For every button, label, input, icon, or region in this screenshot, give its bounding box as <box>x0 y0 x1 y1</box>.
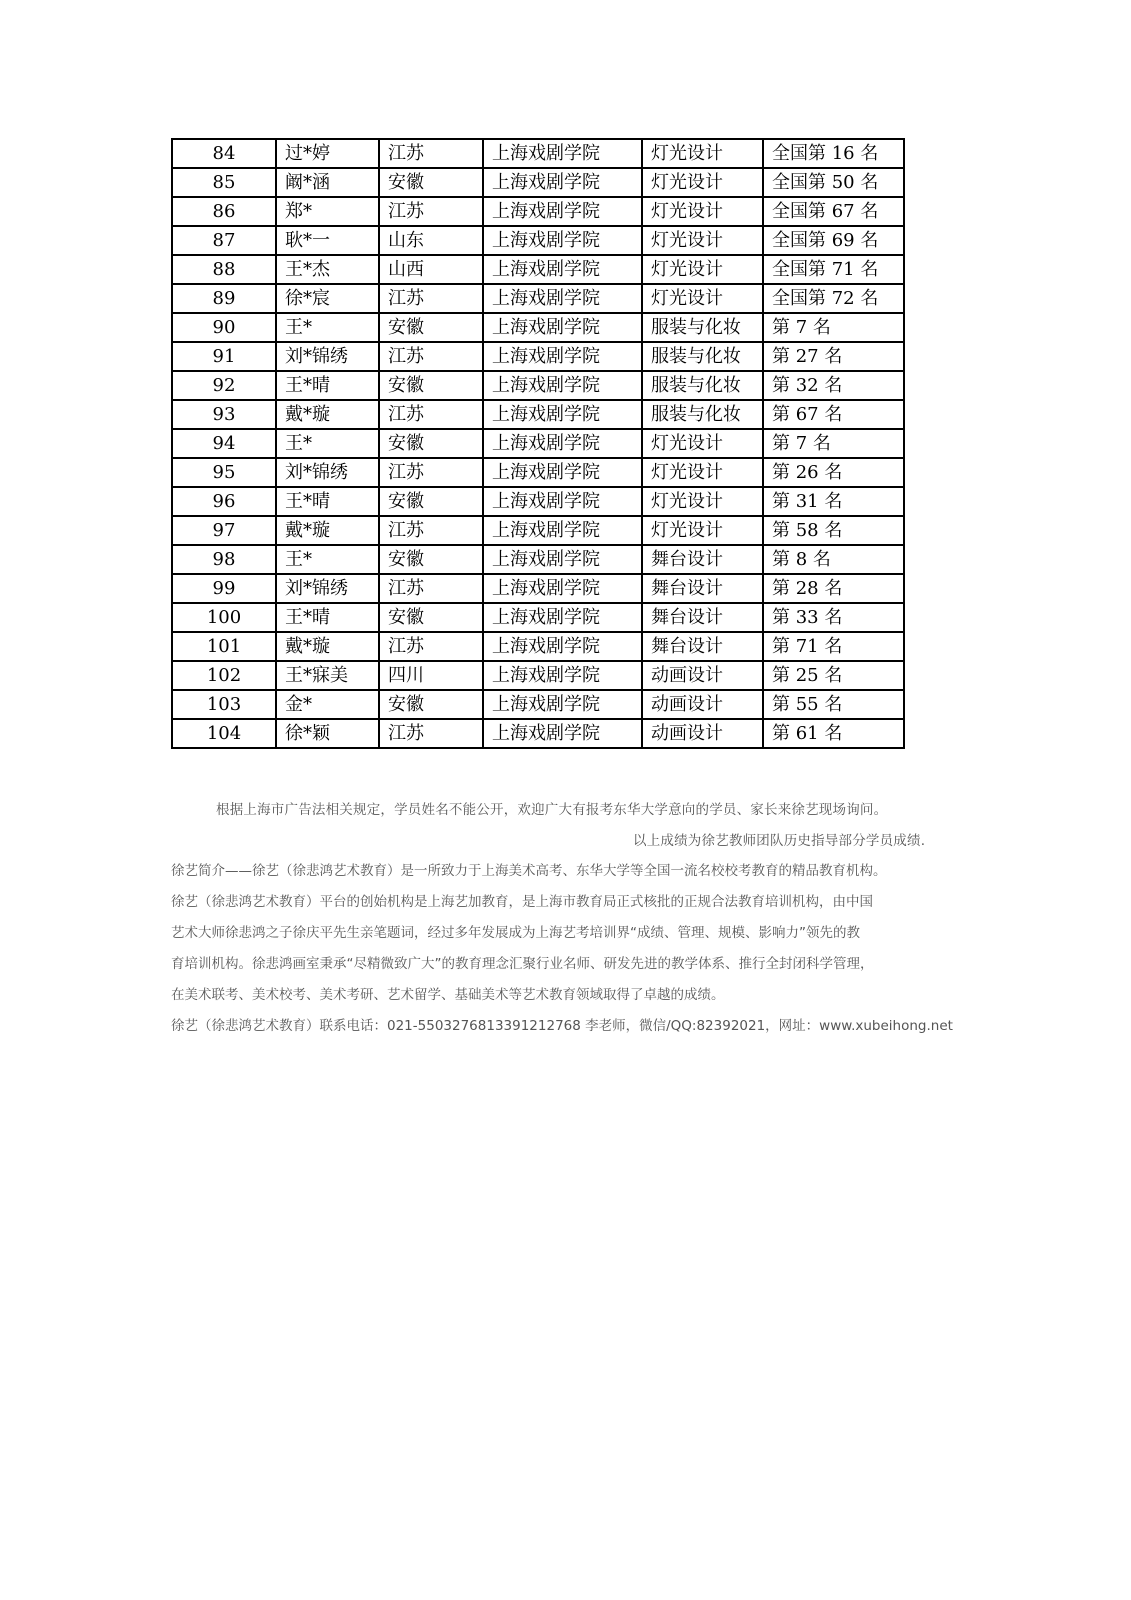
rank-cell: 第 67 名 <box>763 400 904 429</box>
student-name-cell: 王*晴 <box>276 603 379 632</box>
rank-cell: 全国第 50 名 <box>763 168 904 197</box>
province-cell: 安徽 <box>379 603 483 632</box>
table-row <box>172 226 904 255</box>
row-number-cell: 89 <box>172 284 276 313</box>
row-number-cell: 103 <box>172 690 276 719</box>
school-cell: 上海戏剧学院 <box>483 400 642 429</box>
row-number-cell: 85 <box>172 168 276 197</box>
intro-line: 育培训机构。徐悲鸿画室秉承“尽精微致广大”的教育理念汇聚行业名师、研发先进的教学体系、推行全封闭科学管理， <box>171 956 874 972</box>
school-cell: 上海戏剧学院 <box>483 458 642 487</box>
rank-cell: 第 28 名 <box>763 574 904 603</box>
major-cell: 灯光设计 <box>642 255 763 284</box>
table-row <box>172 342 904 371</box>
major-cell: 灯光设计 <box>642 429 763 458</box>
row-number-cell: 99 <box>172 574 276 603</box>
row-number-cell: 96 <box>172 487 276 516</box>
province-cell: 山西 <box>379 255 483 284</box>
table-row <box>172 371 904 400</box>
province-cell: 江苏 <box>379 139 483 168</box>
province-cell: 四川 <box>379 661 483 690</box>
student-name-cell: 耿*一 <box>276 226 379 255</box>
table-row <box>172 574 904 603</box>
row-number-cell: 88 <box>172 255 276 284</box>
major-cell: 灯光设计 <box>642 168 763 197</box>
major-cell: 灯光设计 <box>642 197 763 226</box>
table-row <box>172 313 904 342</box>
student-name-cell: 王*寐美 <box>276 661 379 690</box>
intro-line: 徐艺简介——徐艺（徐悲鸿艺术教育）是一所致力于上海美术高考、东华大学等全国一流名校校考教育的精品教育机构。 <box>171 863 887 879</box>
province-cell: 江苏 <box>379 400 483 429</box>
student-name-cell: 徐*宸 <box>276 284 379 313</box>
rank-cell: 第 32 名 <box>763 371 904 400</box>
rank-cell: 全国第 72 名 <box>763 284 904 313</box>
major-cell: 舞台设计 <box>642 545 763 574</box>
row-number-cell: 95 <box>172 458 276 487</box>
major-cell: 服装与化妆 <box>642 371 763 400</box>
student-name-cell: 王* <box>276 313 379 342</box>
intro-section <box>171 856 971 1042</box>
row-number-cell: 104 <box>172 719 276 748</box>
province-cell: 安徽 <box>379 371 483 400</box>
school-cell: 上海戏剧学院 <box>483 371 642 400</box>
school-cell: 上海戏剧学院 <box>483 313 642 342</box>
province-cell: 安徽 <box>379 168 483 197</box>
rank-cell: 第 71 名 <box>763 632 904 661</box>
student-name-cell: 王*晴 <box>276 487 379 516</box>
school-cell: 上海戏剧学院 <box>483 168 642 197</box>
student-name-cell: 王*杰 <box>276 255 379 284</box>
student-name-cell: 戴*璇 <box>276 632 379 661</box>
student-name-cell: 王* <box>276 429 379 458</box>
major-cell: 服装与化妆 <box>642 342 763 371</box>
school-cell: 上海戏剧学院 <box>483 255 642 284</box>
privacy-note: 根据上海市广告法相关规定，学员姓名不能公开，欢迎广大有报考东华大学意向的学员、家长来徐艺现场询问。 <box>216 802 888 818</box>
school-cell: 上海戏剧学院 <box>483 342 642 371</box>
major-cell: 舞台设计 <box>642 603 763 632</box>
school-cell: 上海戏剧学院 <box>483 545 642 574</box>
major-cell: 动画设计 <box>642 690 763 719</box>
student-name-cell: 郑* <box>276 197 379 226</box>
rank-cell: 第 25 名 <box>763 661 904 690</box>
province-cell: 江苏 <box>379 458 483 487</box>
school-cell: 上海戏剧学院 <box>483 516 642 545</box>
table-row <box>172 487 904 516</box>
table-row <box>172 632 904 661</box>
rank-cell: 第 26 名 <box>763 458 904 487</box>
province-cell: 安徽 <box>379 545 483 574</box>
major-cell: 灯光设计 <box>642 284 763 313</box>
student-name-cell: 戴*璇 <box>276 516 379 545</box>
school-cell: 上海戏剧学院 <box>483 197 642 226</box>
province-cell: 江苏 <box>379 574 483 603</box>
row-number-cell: 94 <box>172 429 276 458</box>
contact-line: 徐艺（徐悲鸿艺术教育）联系电话：021-5503276813391212768 李老师，微信/QQ:82392021，网址：www.xubeihong.net <box>171 1018 953 1034</box>
province-cell: 安徽 <box>379 690 483 719</box>
school-cell: 上海戏剧学院 <box>483 284 642 313</box>
province-cell: 安徽 <box>379 313 483 342</box>
intro-line: 徐艺（徐悲鸿艺术教育）平台的创始机构是上海艺加教育，是上海市教育局正式核批的正规合法教育培训机构，由中国 <box>171 894 873 910</box>
student-name-cell: 刘*锦绣 <box>276 574 379 603</box>
province-cell: 江苏 <box>379 632 483 661</box>
school-cell: 上海戏剧学院 <box>483 226 642 255</box>
row-number-cell: 102 <box>172 661 276 690</box>
student-name-cell: 王*晴 <box>276 371 379 400</box>
rank-cell: 第 31 名 <box>763 487 904 516</box>
table-row <box>172 545 904 574</box>
major-cell: 灯光设计 <box>642 458 763 487</box>
school-cell: 上海戏剧学院 <box>483 139 642 168</box>
rank-cell: 第 33 名 <box>763 603 904 632</box>
rank-cell: 第 7 名 <box>763 313 904 342</box>
rank-cell: 第 8 名 <box>763 545 904 574</box>
table-row <box>172 690 904 719</box>
school-cell: 上海戏剧学院 <box>483 690 642 719</box>
major-cell: 服装与化妆 <box>642 400 763 429</box>
student-name-cell: 徐*颖 <box>276 719 379 748</box>
table-row <box>172 458 904 487</box>
school-cell: 上海戏剧学院 <box>483 603 642 632</box>
rank-cell: 第 55 名 <box>763 690 904 719</box>
school-cell: 上海戏剧学院 <box>483 719 642 748</box>
table-row <box>172 400 904 429</box>
row-number-cell: 92 <box>172 371 276 400</box>
intro-line: 艺术大师徐悲鸿之子徐庆平先生亲笔题词，经过多年发展成为上海艺考培训界“成绩、管理、规模、影响力”领先的教 <box>171 925 860 941</box>
rank-cell: 第 27 名 <box>763 342 904 371</box>
school-cell: 上海戏剧学院 <box>483 574 642 603</box>
rank-cell: 全国第 16 名 <box>763 139 904 168</box>
table-row <box>172 168 904 197</box>
school-cell: 上海戏剧学院 <box>483 661 642 690</box>
province-cell: 安徽 <box>379 429 483 458</box>
major-cell: 舞台设计 <box>642 632 763 661</box>
province-cell: 江苏 <box>379 284 483 313</box>
province-cell: 安徽 <box>379 487 483 516</box>
province-cell: 山东 <box>379 226 483 255</box>
major-cell: 灯光设计 <box>642 226 763 255</box>
student-name-cell: 金* <box>276 690 379 719</box>
school-cell: 上海戏剧学院 <box>483 487 642 516</box>
table-row <box>172 516 904 545</box>
school-cell: 上海戏剧学院 <box>483 429 642 458</box>
table-row <box>172 197 904 226</box>
student-name-cell: 戴*璇 <box>276 400 379 429</box>
table-row <box>172 255 904 284</box>
major-cell: 舞台设计 <box>642 574 763 603</box>
row-number-cell: 86 <box>172 197 276 226</box>
student-name-cell: 阚*涵 <box>276 168 379 197</box>
row-number-cell: 87 <box>172 226 276 255</box>
major-cell: 灯光设计 <box>642 139 763 168</box>
rank-cell: 全国第 67 名 <box>763 197 904 226</box>
table-row <box>172 284 904 313</box>
province-cell: 江苏 <box>379 342 483 371</box>
table-row <box>172 429 904 458</box>
major-cell: 灯光设计 <box>642 487 763 516</box>
table-row <box>172 719 904 748</box>
results-table <box>171 138 905 749</box>
student-name-cell: 刘*锦绣 <box>276 458 379 487</box>
major-cell: 动画设计 <box>642 661 763 690</box>
rank-cell: 全国第 69 名 <box>763 226 904 255</box>
row-number-cell: 90 <box>172 313 276 342</box>
row-number-cell: 91 <box>172 342 276 371</box>
row-number-cell: 84 <box>172 139 276 168</box>
student-name-cell: 王* <box>276 545 379 574</box>
row-number-cell: 101 <box>172 632 276 661</box>
school-cell: 上海戏剧学院 <box>483 632 642 661</box>
student-name-cell: 过*婷 <box>276 139 379 168</box>
rank-cell: 第 7 名 <box>763 429 904 458</box>
major-cell: 动画设计 <box>642 719 763 748</box>
province-cell: 江苏 <box>379 197 483 226</box>
row-number-cell: 93 <box>172 400 276 429</box>
student-name-cell: 刘*锦绣 <box>276 342 379 371</box>
rank-cell: 第 58 名 <box>763 516 904 545</box>
row-number-cell: 100 <box>172 603 276 632</box>
major-cell: 服装与化妆 <box>642 313 763 342</box>
province-cell: 江苏 <box>379 516 483 545</box>
results-table-body <box>172 139 904 748</box>
source-note: 以上成绩为徐艺教师团队历史指导部分学员成绩. <box>633 833 926 849</box>
major-cell: 灯光设计 <box>642 516 763 545</box>
table-row <box>172 139 904 168</box>
row-number-cell: 98 <box>172 545 276 574</box>
rank-cell: 全国第 71 名 <box>763 255 904 284</box>
row-number-cell: 97 <box>172 516 276 545</box>
table-row <box>172 603 904 632</box>
province-cell: 江苏 <box>379 719 483 748</box>
rank-cell: 第 61 名 <box>763 719 904 748</box>
table-row <box>172 661 904 690</box>
intro-line: 在美术联考、美术校考、美术考研、艺术留学、基础美术等艺术教育领域取得了卓越的成绩。 <box>171 987 725 1003</box>
